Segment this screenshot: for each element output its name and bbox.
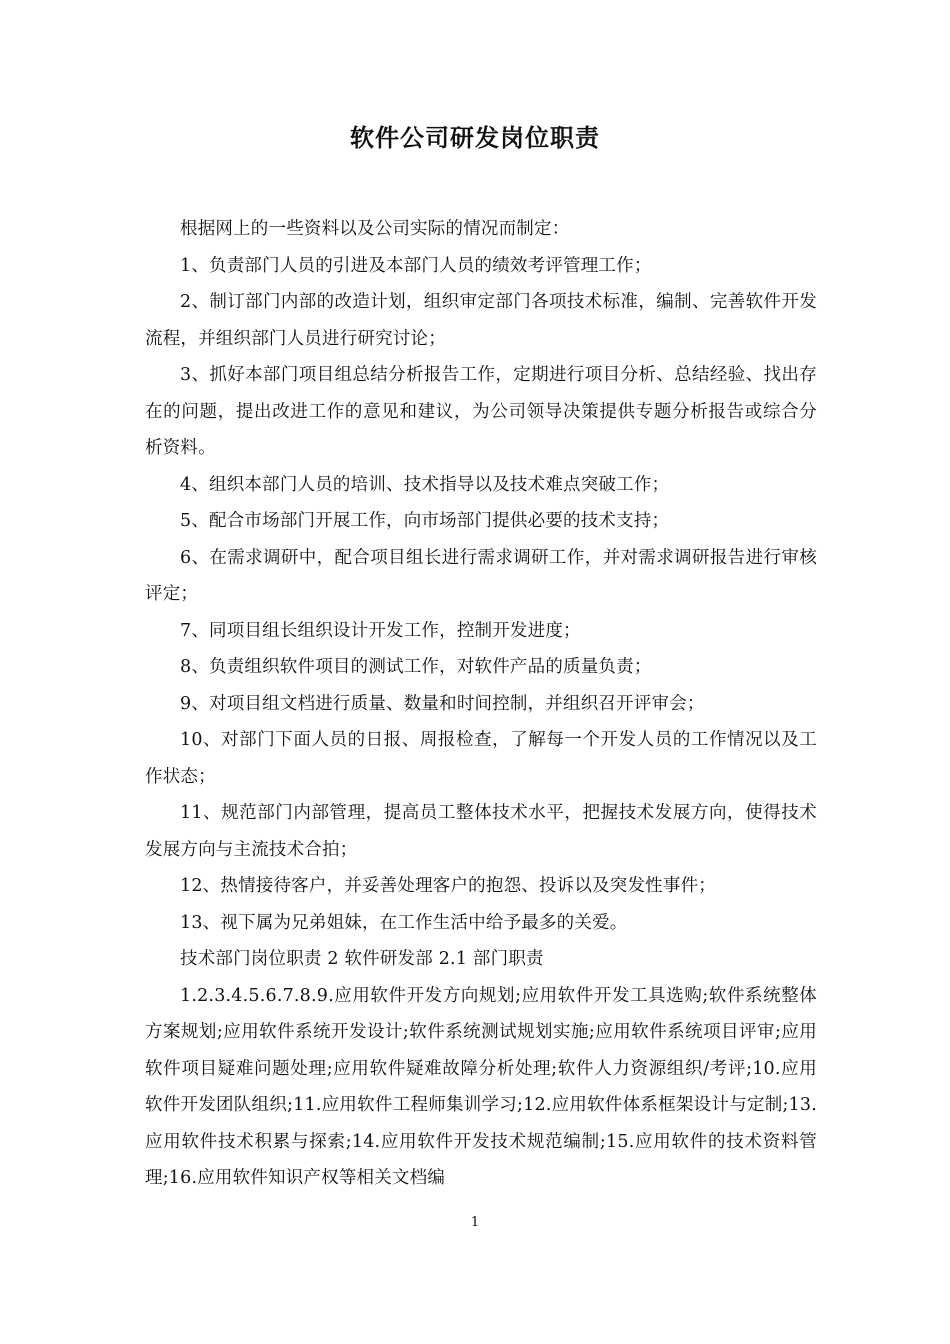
duty-item-10: 10、对部门下面人员的日报、周报检查，了解每一个开发人员的工作情况以及工作状态；	[145, 730, 817, 787]
duty-item-13: 13、视下属为兄弟姐妹，在工作生活中给予最多的关爱。	[180, 912, 628, 933]
department-duties-paragraph: 1.2.3.4.5.6.7.8.9.应用软件开发方向规划;应用软件开发工具选购;软件系统整体方案规划;应用软件系统开发设计;软件系统测试规划实施;应用软件系统项目评审;应用软件项目疑难问题处理;应用软件疑难故障分析处理;软件人力资源组织/考评;10.应用软件开发团队组织;11.应用软件工程师集训学习;12.应用软件体系框架设计与定制;13.应用软件技术积累与探索;14.应用软件开发技术规范编制;15.应用软件的技术资料管理;16.应用软件知识产权等相关文档编	[145, 985, 817, 1188]
duty-item-3: 3、抓好本部门项目组总结分析报告工作，定期进行项目分析、总结经验、找出存在的问题，提出改进工作的意见和建议，为公司领导决策提供专题分析报告或综合分析资料。	[145, 365, 817, 458]
page-number: 1	[470, 1215, 480, 1230]
duty-item-8: 8、负责组织软件项目的测试工作，对软件产品的质量负责；	[180, 657, 652, 677]
section-heading-paragraph: 技术部门岗位职责 2 软件研发部 2.1 部门职责	[180, 949, 544, 969]
intro-paragraph: 根据网上的一些资料以及公司实际的情况而制定：	[180, 219, 570, 239]
duty-item-6: 6、在需求调研中，配合项目组长进行需求调研工作，并对需求调研报告进行审核评定；	[145, 547, 817, 604]
duty-item-2: 2、制订部门内部的改造计划，组织审定部门各项技术标准，编制、完善软件开发流程，并组织部门人员进行研究讨论；	[145, 292, 817, 349]
duty-item-9: 9、对项目组文档进行质量、数量和时间控制，并组织召开评审会；	[180, 693, 705, 714]
duty-item-1: 1、负责部门人员的引进及本部门人员的绩效考评管理工作；	[180, 255, 652, 276]
document-title: 软件公司研发岗位职责	[350, 124, 600, 152]
duty-item-12: 12、热情接待客户，并妥善处理客户的抱怨、投诉以及突发性事件；	[180, 876, 716, 896]
duty-item-5: 5、配合市场部门开展工作，向市场部门提供必要的技术支持；	[180, 511, 670, 531]
document-body	[145, 211, 817, 1197]
duty-item-4: 4、组织本部门人员的培训、技术指导以及技术难点突破工作；	[180, 474, 670, 495]
duty-item-11: 11、规范部门内部管理，提高员工整体技术水平，把握技术发展方向，使得技术发展方向与主流技术合拍；	[145, 803, 817, 860]
duty-item-7: 7、同项目组长组织设计开发工作，控制开发进度；	[180, 620, 581, 641]
